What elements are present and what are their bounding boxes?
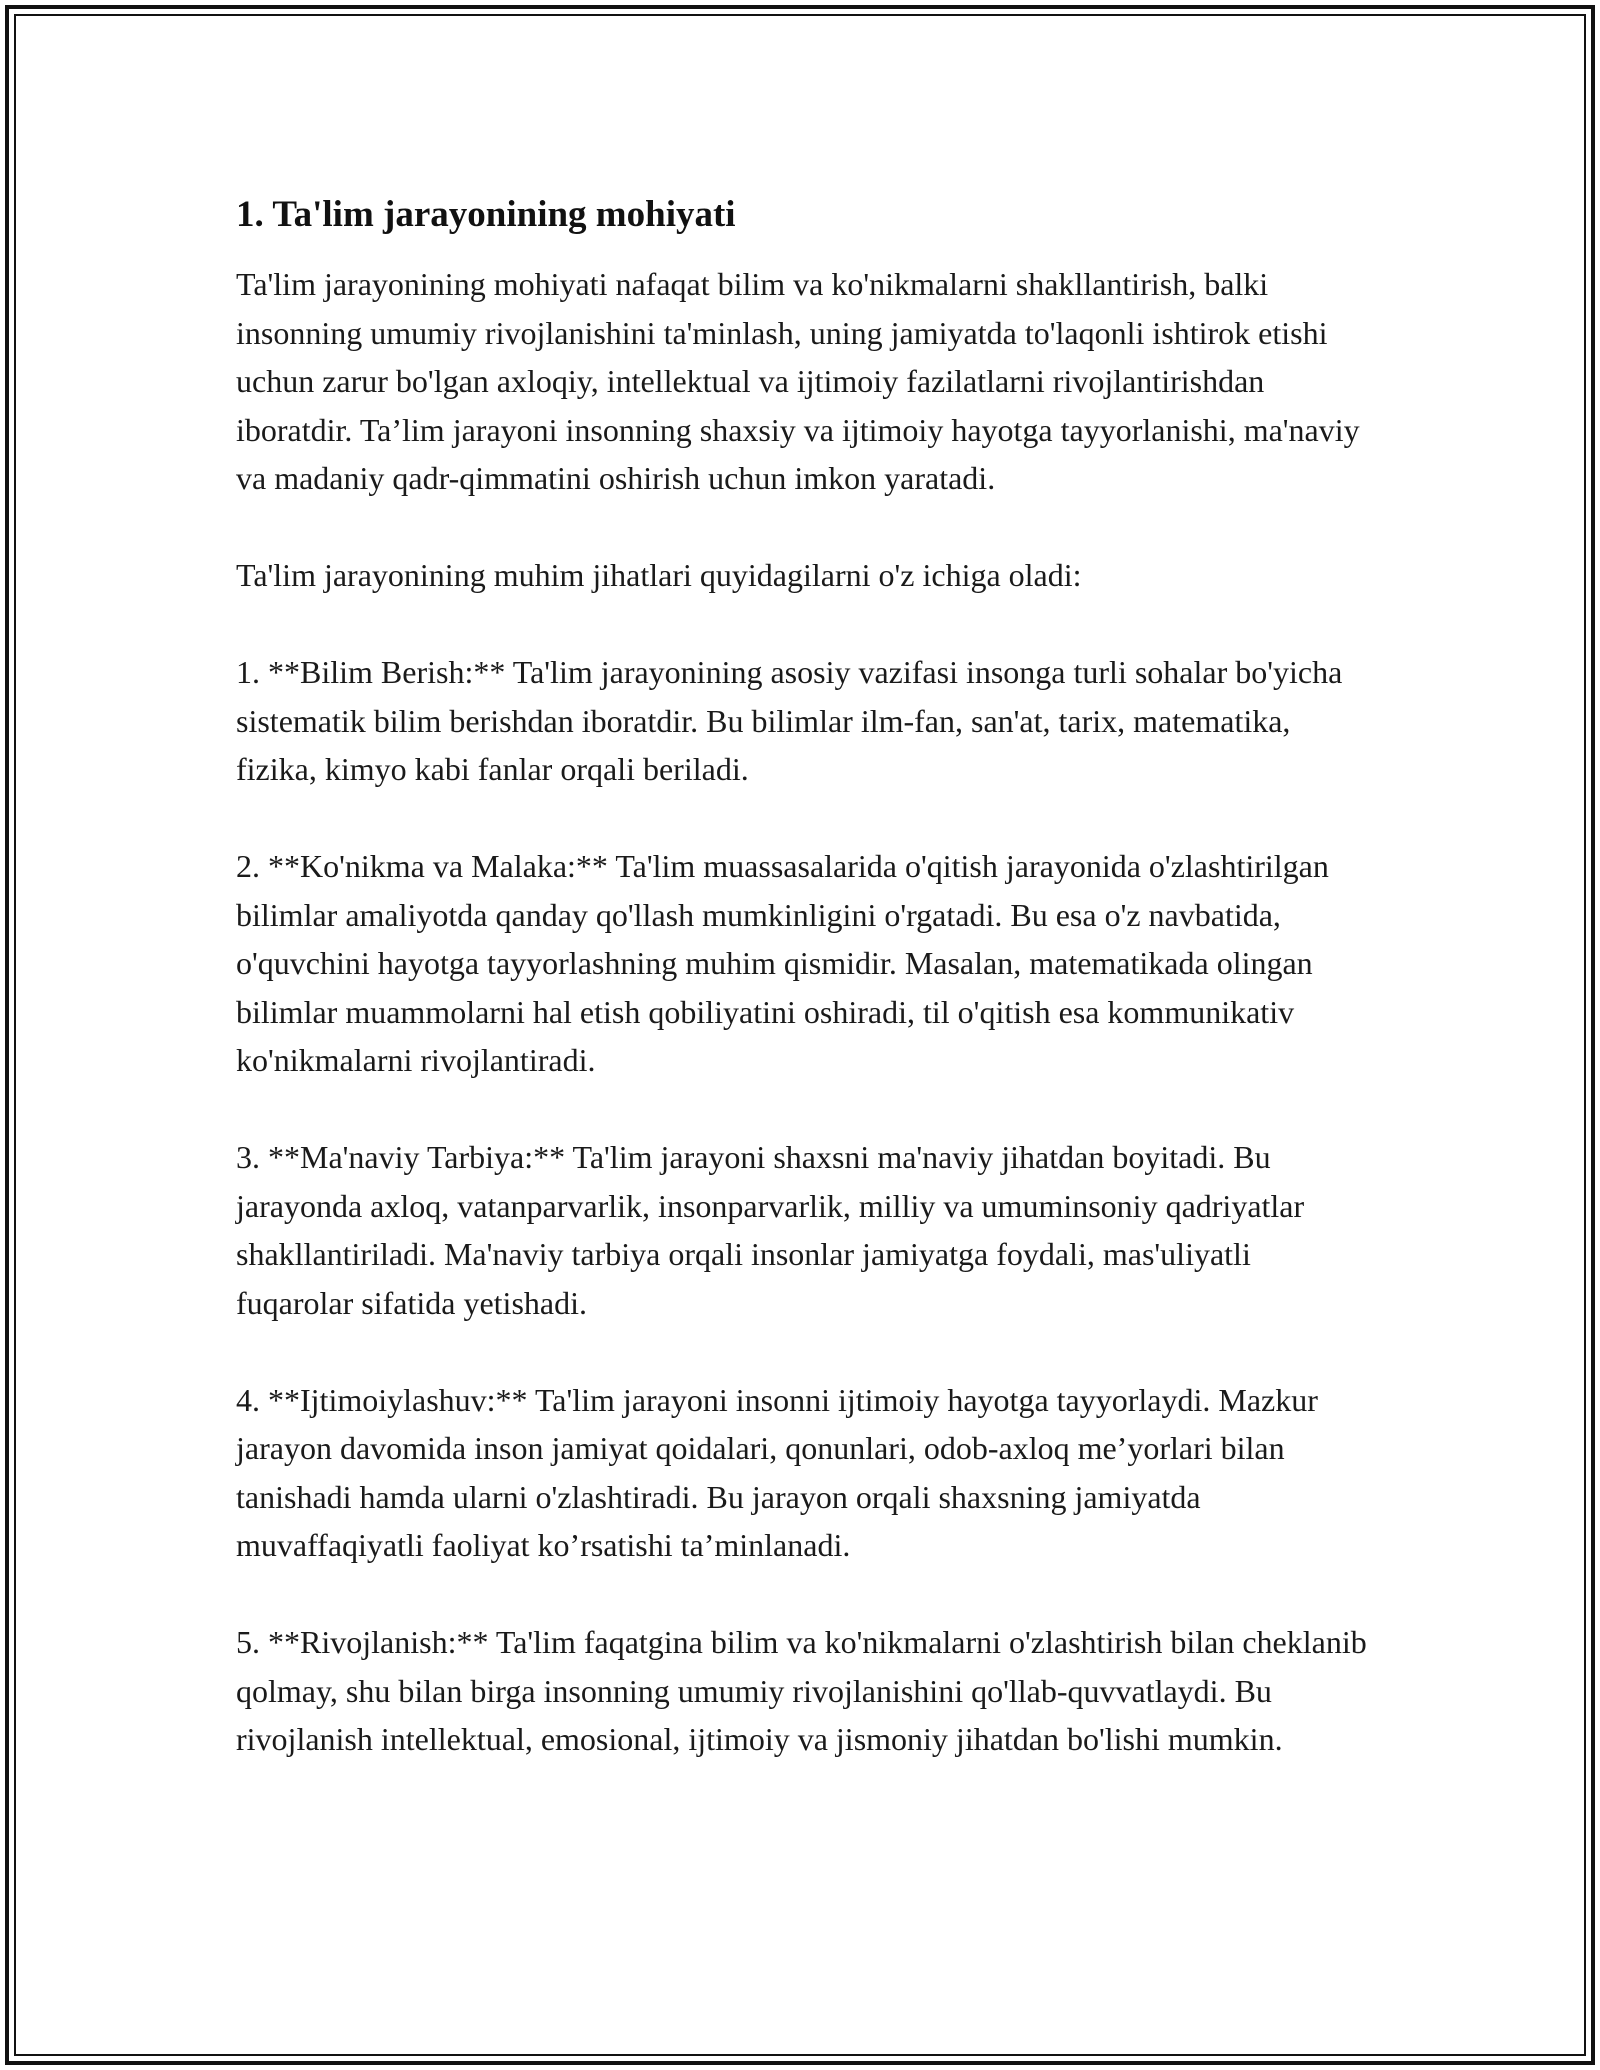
list-item-ijtimoiylashuv: 4. **Ijtimoiylashuv:** Ta'lim jarayoni insonni ijtimoiy hayotga tayyorlaydi. Mazkur jarayon davomida inson jamiyat qoidalari, qonunlari, odob-axloq me’yorlari bilan tanishadi hamda ularni o'zlashtiradi. Bu jarayon orqali shaxsning jamiyatda muvaffaqiyatli faoliyat ko’rsatishi ta’minlanadi.	[236, 1381, 1318, 1563]
paragraph-list-lead: Ta'lim jarayonining muhim jihatlari quyidagilarni o'z ichiga oladi:	[236, 557, 1082, 593]
list-item-rivojlanish: 5. **Rivojlanish:** Ta'lim faqatgina bilim va ko'nikmalarni o'zlashtirish bilan cheklanib qolmay, shu bilan birga insonning umumiy rivojlanishini qo'llab-quvvatlaydi. Bu rivojlanish intellektual, emosional, ijtimoiy va jismoniy jihatdan bo'lishi mumkin.	[236, 1624, 1367, 1757]
list-item-konikma-malaka: 2. **Ko'nikma va Malaka:** Ta'lim muassasalarida o'qitish jarayonida o'zlashtirilgan bilimlar amaliyotda qanday qo'llash mumkinligini o'rgatadi. Bu esa o'z navbatida, o'quvchini hayotga tayyorlashning muhim qismidir. Masalan, matematikada olingan bilimlar muammolarni hal etish qobiliyatini oshiradi, til o'qitish esa kommunikativ ko'nikmalarni rivojlantiradi.	[236, 848, 1329, 1078]
section-title: 1. Ta'lim jarayonining mohiyati	[236, 194, 736, 235]
paragraph-intro: Ta'lim jarayonining mohiyati nafaqat bilim va ko'nikmalarni shakllantirish, balki insonning umumiy rivojlanishini ta'minlash, uning jamiyatda to'laqonli ishtirok etishi uchun zarur bo'lgan axloqiy, intellektual va ijtimoiy fazilatlarni rivojlantirishdan iboratdir. Ta’lim jarayoni insonning shaxsiy va ijtimoiy hayotga tayyorlanishi, ma'naviy va madaniy qadr-qimmatini oshirish uchun imkon yaratadi.	[236, 266, 1360, 496]
list-item-bilim-berish: 1. **Bilim Berish:** Ta'lim jarayonining asosiy vazifasi insonga turli sohalar bo'yicha sistematik bilim berishdan iboratdir. Bu bilimlar ilm-fan, san'at, tarix, matematika, fizika, kimyo kabi fanlar orqali beriladi.	[236, 654, 1343, 787]
list-item-manaviy-tarbiya: 3. **Ma'naviy Tarbiya:** Ta'lim jarayoni shaxsni ma'naviy jihatdan boyitadi. Bu jarayonda axloq, vatanparvarlik, insonparvarlik, milliy va umuminsoniy qadriyatlar shakllantiriladi. Ma'naviy tarbiya orqali insonlar jamiyatga foydali, mas'uliyatli fuqarolar sifatida yetishadi.	[236, 1139, 1305, 1321]
document-body	[236, 190, 1376, 1764]
